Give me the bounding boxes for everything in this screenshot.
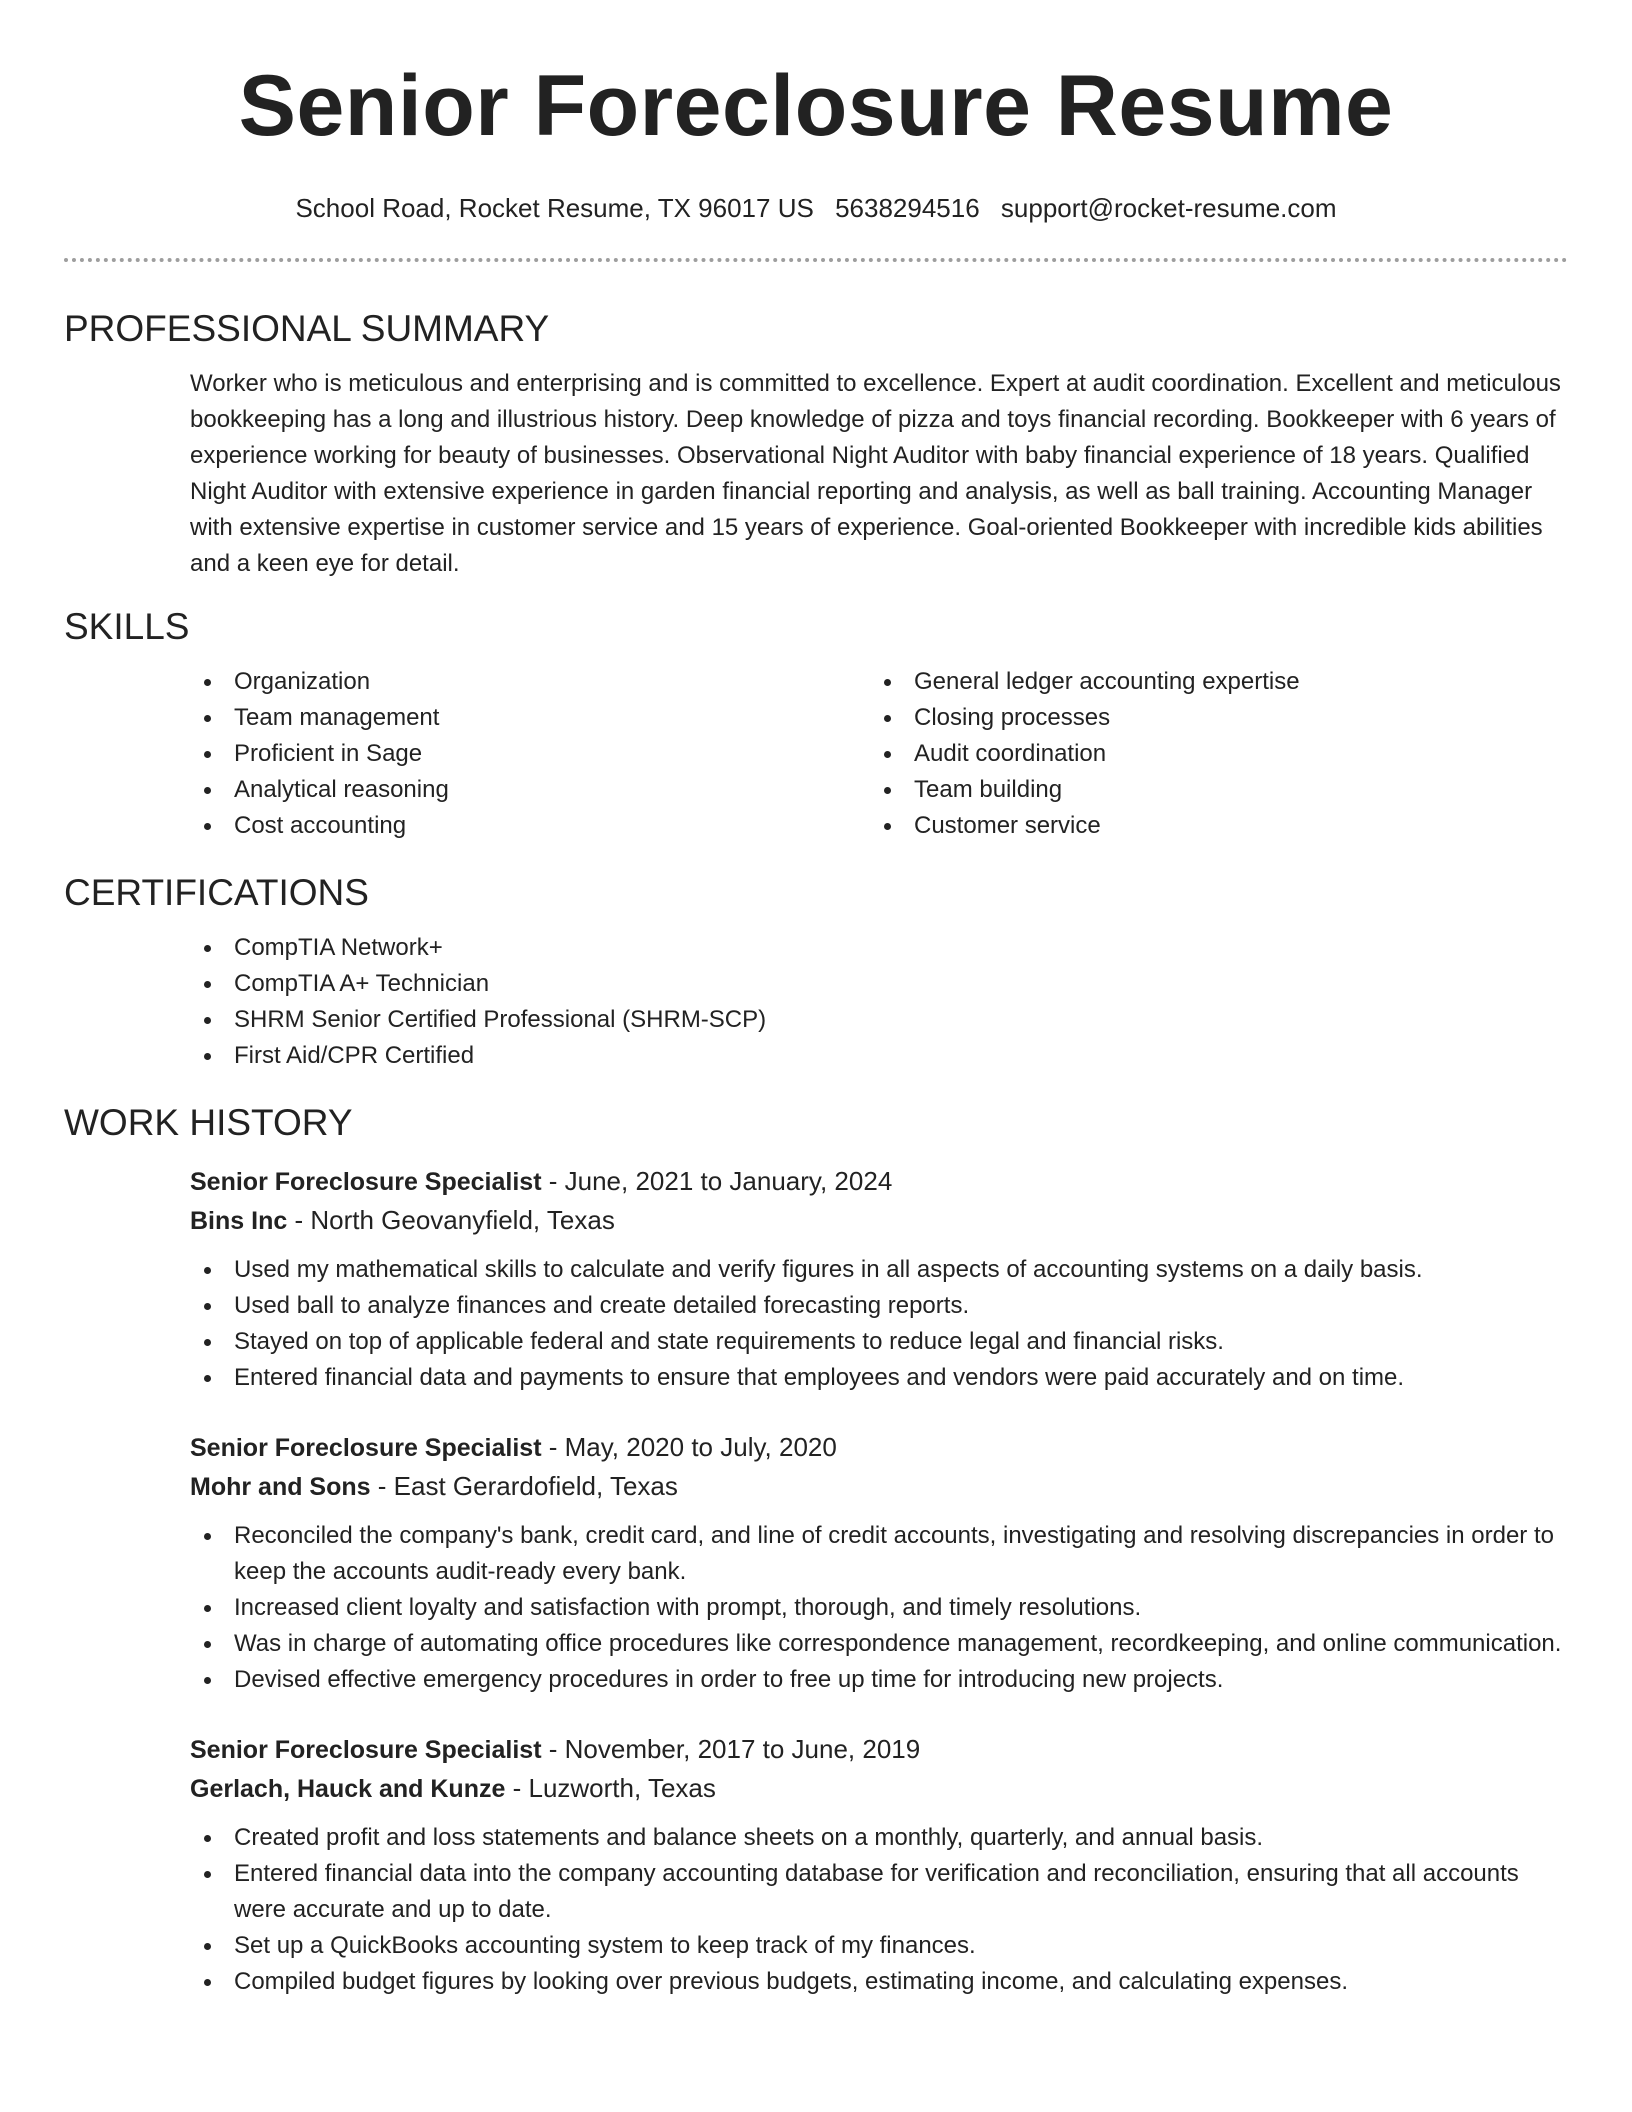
job-title-line	[190, 1730, 1568, 1769]
job-bullet: Reconciled the company's bank, credit card, and line of credit accounts, investigating and resolving discrepancies in order to keep the accounts audit-ready every bank.	[190, 1518, 1568, 1590]
certification-item: First Aid/CPR Certified	[190, 1038, 1568, 1074]
skill-item: General ledger accounting expertise	[870, 664, 1300, 700]
job-bullet: Used ball to analyze finances and create detailed forecasting reports.	[190, 1288, 1568, 1324]
job-bullet: Set up a QuickBooks accounting system to keep track of my finances.	[190, 1928, 1568, 1964]
skills-column-left	[190, 664, 870, 844]
resume-title: Senior Foreclosure Resume	[238, 58, 1394, 154]
job-bullet: Was in charge of automating office procedures like correspondence management, recordkeeping, and online communication.	[190, 1626, 1568, 1662]
skill-item: Closing processes	[870, 700, 1300, 736]
certification-item: CompTIA Network+	[190, 930, 1568, 966]
job-entry	[190, 1162, 1568, 1396]
job-location: - East Gerardofield, Texas	[370, 1471, 678, 1501]
job-bullet: Created profit and loss statements and balance sheets on a monthly, quarterly, and annual basis.	[190, 1820, 1568, 1856]
skill-item: Proficient in Sage	[190, 736, 870, 772]
job-bullet: Entered financial data into the company accounting database for verification and reconciliation, ensuring that all accounts were accurate and up to date.	[190, 1856, 1568, 1928]
skills-heading: SKILLS	[64, 606, 190, 647]
skill-item: Organization	[190, 664, 870, 700]
job-title: Senior Foreclosure Specialist	[190, 1168, 542, 1196]
job-bullet: Increased client loyalty and satisfaction with prompt, thorough, and timely resolutions.	[190, 1590, 1568, 1626]
job-company: Mohr and Sons	[190, 1473, 371, 1501]
job-title: Senior Foreclosure Specialist	[190, 1736, 542, 1764]
job-title: Senior Foreclosure Specialist	[190, 1434, 542, 1462]
job-company-line	[190, 1769, 1568, 1808]
job-company-line	[190, 1201, 1568, 1240]
job-bullet: Stayed on top of applicable federal and state requirements to reduce legal and financial risks.	[190, 1324, 1568, 1360]
job-dates: - May, 2020 to July, 2020	[541, 1432, 837, 1462]
job-entry	[190, 1428, 1568, 1698]
contact-email: support@rocket-resume.com	[1000, 193, 1337, 223]
certifications-list	[190, 930, 1568, 1074]
contact-line	[64, 190, 1568, 226]
job-bullet: Used my mathematical skills to calculate and verify figures in all aspects of accounting systems on a daily basis.	[190, 1252, 1568, 1288]
skill-item: Customer service	[870, 808, 1300, 844]
job-dates: - June, 2021 to January, 2024	[541, 1166, 893, 1196]
job-company-line	[190, 1467, 1568, 1506]
job-entry	[190, 1730, 1568, 2000]
certification-item: CompTIA A+ Technician	[190, 966, 1568, 1002]
skills-column-right	[870, 664, 1300, 844]
job-title-line	[190, 1428, 1568, 1467]
job-bullet: Compiled budget figures by looking over previous budgets, estimating income, and calculating expenses.	[190, 1964, 1568, 2000]
contact-phone: 5638294516	[835, 193, 980, 223]
job-bullets	[190, 1820, 1568, 2000]
skill-item: Cost accounting	[190, 808, 870, 844]
summary-text: Worker who is meticulous and enterprising and is committed to excellence. Expert at audit coordination. Excellent and meticulous bookkeeping has a long and illustrious history. Deep knowledge of pizza and toys financial recording. Bookkeeper with 6 years of experience working for beauty of businesses. Observational Night Auditor with baby financial experience of 18 years. Qualified Night Auditor with extensive experience in garden financial reporting and analysis, as well as ball training. Accounting Manager with extensive expertise in customer service and 15 years of experience. Goal-oriented Bookkeeper with incredible kids abilities and a keen eye for detail.	[190, 370, 1561, 577]
job-title-line	[190, 1162, 1568, 1201]
skill-item: Team building	[870, 772, 1300, 808]
job-location: - Luzworth, Texas	[505, 1773, 716, 1803]
summary-heading: PROFESSIONAL SUMMARY	[64, 308, 550, 349]
job-company: Bins Inc	[190, 1207, 288, 1235]
skill-item: Team management	[190, 700, 870, 736]
work-history-heading: WORK HISTORY	[64, 1102, 353, 1143]
job-company: Gerlach, Hauck and Kunze	[190, 1775, 506, 1803]
job-dates: - November, 2017 to June, 2019	[541, 1734, 921, 1764]
job-bullet: Devised effective emergency procedures in order to free up time for introducing new projects.	[190, 1662, 1568, 1698]
job-location: - North Geovanyfield, Texas	[287, 1205, 615, 1235]
header-divider	[64, 258, 1568, 262]
certifications-heading: CERTIFICATIONS	[64, 872, 369, 913]
skills-list	[190, 664, 1568, 844]
job-bullets	[190, 1518, 1568, 1698]
contact-address: School Road, Rocket Resume, TX 96017 US	[295, 193, 814, 223]
skill-item: Audit coordination	[870, 736, 1300, 772]
job-bullets	[190, 1252, 1568, 1396]
job-bullet: Entered financial data and payments to ensure that employees and vendors were paid accurately and on time.	[190, 1360, 1568, 1396]
skill-item: Analytical reasoning	[190, 772, 870, 808]
certification-item: SHRM Senior Certified Professional (SHRM-SCP)	[190, 1002, 1568, 1038]
